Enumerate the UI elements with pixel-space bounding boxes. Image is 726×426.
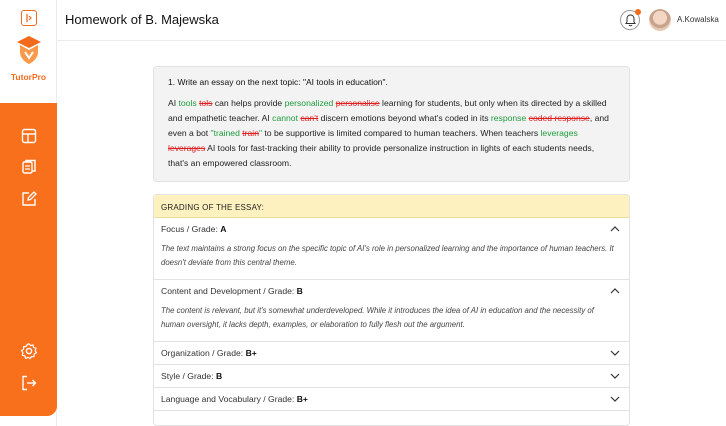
question-title: 1. Write an essay on the next topic: "AI tools in education". [168, 77, 388, 87]
criterion-label: Style / Grade: [161, 371, 216, 381]
essay-segment: , and even a bot [168, 113, 609, 138]
grade-value: B+ [296, 394, 308, 404]
correction-delete: coded response [528, 113, 590, 123]
correction-insert: response [490, 113, 527, 123]
correction-delete: train [242, 128, 259, 138]
avatar[interactable] [649, 9, 671, 31]
brand-name: TutorPro [10, 72, 47, 82]
correction-delete: personalise [335, 98, 380, 108]
grading-row [154, 365, 629, 388]
layout-icon[interactable] [20, 127, 38, 145]
page-title: Homework of B. Majewska [65, 12, 219, 27]
grade-value: A [220, 224, 227, 234]
grading-row-toggle[interactable] [154, 218, 629, 240]
grade-value: B [215, 371, 223, 381]
sidebar-nav-panel [0, 103, 57, 416]
essay-segment: can helps provide [212, 98, 285, 108]
notifications-button[interactable] [620, 10, 640, 30]
settings-icon[interactable] [20, 342, 38, 360]
grade-value: B+ [245, 348, 257, 358]
sidebar [0, 0, 57, 426]
chevron-up-icon[interactable] [610, 288, 620, 294]
grading-row [154, 280, 629, 342]
notification-badge [635, 9, 641, 15]
essay-segment: to be supportive is limited compared to human teachers. When teachers [262, 128, 541, 138]
correction-insert: cannot [272, 113, 298, 123]
bell-icon [625, 14, 636, 27]
chevron-up-icon[interactable] [610, 226, 620, 232]
correction-insert: " [258, 128, 263, 138]
grading-row-toggle[interactable] [154, 388, 629, 410]
sidebar-collapse-icon[interactable] [21, 10, 37, 26]
criterion-label: Organization / Grade: [161, 348, 246, 358]
essay-segment: discern emotions beyond what's coded in its [318, 113, 491, 123]
user-name[interactable]: A.Kowalska [677, 15, 719, 24]
grading-feedback: The text maintains a strong focus on the specific topic of AI's role in personalized learning and the importance of human teachers. It doesn't deviate from this central theme. [161, 244, 614, 267]
chevron-down-icon[interactable] [610, 373, 620, 379]
logout-icon[interactable] [20, 374, 38, 392]
copy-document-icon[interactable] [20, 158, 38, 176]
correction-insert: "trained [210, 128, 240, 138]
top-header [57, 0, 726, 41]
correction-delete: leverages [168, 143, 206, 153]
criterion-label: Focus / Grade: [161, 224, 221, 234]
correction-insert: personalized [284, 98, 334, 108]
correction-delete: tols [199, 98, 213, 108]
grade-value: B [296, 286, 303, 296]
grading-row [154, 388, 629, 411]
grading-row-toggle[interactable] [154, 365, 629, 387]
grading-row [154, 342, 629, 365]
grading-header: GRADING OF THE ESSAY: [154, 195, 629, 218]
grading-feedback: The content is relevant, but it's somewhat underdeveloped. While it introduces the idea of AI in education and the necessity of human oversight, it lacks depth, examples, or elaboration to fully flesh out the argument. [161, 306, 594, 329]
graduation-cap-icon [15, 34, 43, 66]
edit-icon[interactable] [20, 190, 38, 208]
grading-row-toggle[interactable] [154, 280, 629, 302]
grading-row [154, 218, 629, 280]
criterion-label: Content and Development / Grade: [161, 286, 297, 296]
tutorpro-logo[interactable] [0, 34, 57, 82]
essay-segment: AI tools for fast-tracking their ability to provide personalize instruction in lights of each students needs, that's an empowered classroom. [168, 143, 595, 168]
essay-segment: learning for students, but only when its directed by a skilled and empathetic teacher. AI [168, 98, 607, 123]
criterion-label: Language and Vocabulary / Grade: [161, 394, 297, 404]
correction-insert: leverages [540, 128, 578, 138]
grading-row-toggle[interactable] [154, 342, 629, 364]
correction-insert: tools [178, 98, 197, 108]
essay-text [168, 96, 614, 171]
chevron-down-icon[interactable] [610, 396, 620, 402]
correction-delete: can't [300, 113, 319, 123]
chevron-down-icon[interactable] [610, 350, 620, 356]
grading-panel [153, 194, 630, 426]
essay-segment: AI [168, 98, 179, 108]
essay-question-card [153, 66, 630, 182]
